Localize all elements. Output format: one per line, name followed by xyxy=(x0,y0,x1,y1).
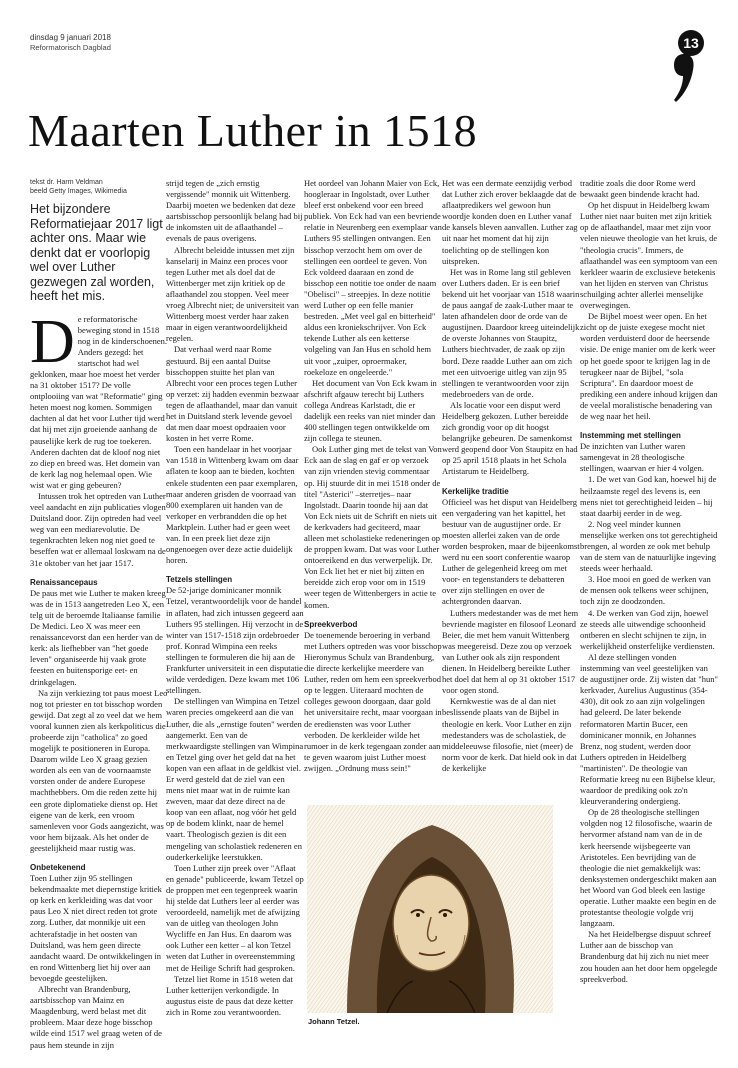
subheading: Kerkelijke traditie xyxy=(442,486,509,496)
paragraph: Ook Luther ging met de tekst van Von Eck aan de slag en gaf er op verzoek van zijn vrienden stevig commentaar op. Hij stuurde dit in mei 1518 onder de titel "Asterici" –sterretjes– naar Ingolstadt. Daarin toonde hij aan dat Von Eck niets uit de Schrift en niets uit de kerkvaders had geciteerd, maar alleen met scholastieke redeneringen op de proppen kwam. Dat was voor Luther ontoereikend en dus verwerpelijk. Dr. Von Eck liet het er niet bij zitten en bereidde zich erop voor om in 1519 weer tegen de Wittenbergers in actie te komen. xyxy=(304,444,442,610)
page-number-badge: 13 xyxy=(678,30,704,56)
paragraph: Het oordeel van Johann Maier von Eck, hoogleraar in Ingolstadt, over Luther bleef erst onbekend voor een breed publiek. Von Eck had van een bevriende relatie in Neurenberg een exemplaar van Luthers 95 stellingen ontvangen. Een bisschop verzocht hem om over de stellingen een oordeel te geven. Von Eck voldeed daaraan en zond de bisschop een notitie toe onder de naam "Obelisci" – streepjes. In deze notitie werd Luther op een felle manier bestreden. „Met veel gal en bitterheid" aldus een kroniekschrijver. Von Eck tekende Luther als een ketterse volgeling van Jan Hus en schold hem uit voor „zuiper, oproermaker, roekeloze en ongeleerde." xyxy=(304,178,442,377)
paragraph: De Bijbel moest weer open. En het zicht op de juiste exegese mocht niet worden verduisterd door de heersende visie. De enige manier om de kerk weer op het goede spoor te krijgen lag in de terugkeer naar de Bijbel, "sola Scriptura". En daardoor moest de prediking een andere inhoud krijgen dan de veelal moralistische benadering van de weg naar het heil. xyxy=(580,311,718,421)
paragraph: Officieel was het disput van Heidelberg een vergadering van het kapittel, het bestuur van de augustijner orde. Er moesten allerlei zaken van de orde worden besproken, maar de bijeenkomst werd nu een soort conferentie waarop Luther de gelegenheid kreeg om met voor- en tegenstanders te debatteren over zijn stellingen en over de achtergronden daarvan. xyxy=(442,496,580,607)
paragraph: Na zijn verkiezing tot paus moest Leo nog tot priester en tot bisschop worden gewijd. Dat zegt al zo veel dat we hem vooral kunnen zien als kerkpoliticus die probeerde zijn "catholica" zo goed mogelijk te positioneren in Europa. Daarom wilde Leo X graag gezien worden als een van de voornaamste vorsten onder de andere Europese machthebbers. Om die reden zette hij een grote diplomatieke dienst op. Het eigene van de kerk, een vroom samenleven voor Gods aangezicht, was voor hem bijzaak. Als het onder de geestelijkheid maar rustig was. xyxy=(30,687,168,853)
paragraph: Na het Heidelbergse dispuut schreef Luther aan de bisschop van Brandenburg dat hij zich nu niet meer zou houden aan het door hem opgelegde spreekverbod. xyxy=(580,929,718,984)
paragraph: De inzichten van Luther waren samengevat in 28 theologische stellingen, waarvan er hier 4 volgen. xyxy=(580,441,704,474)
author-credit: tekst dr. Harm Veldman xyxy=(30,179,103,186)
image-credit: beeld Getty Images, Wikimedia xyxy=(30,188,127,195)
column-3 xyxy=(304,178,442,774)
paragraph: traditie zoals die door Rome werd bewaakt geen bindende kracht had. xyxy=(580,178,700,200)
issue-date: dinsdag 9 januari 2018 xyxy=(30,33,111,42)
paragraph: De 52-jarige dominicaner monnik Tetzel, verantwoordelijk voor de handel in aflaten, had zich intussen gegeerd aan Luthers 95 stellingen. Hij verzocht in de winter van 1517-1518 zijn ordebroeder prof. Konrad Wimpina een reeks stellingen te formuleren die hij aan de Frankfurter universiteit in een disputatie wilde verdedigen. Deze kwam met 106 stellingen. xyxy=(166,585,304,696)
subheading: Renaissancepaus xyxy=(30,577,98,587)
column-5 xyxy=(580,178,718,985)
paragraph: 1. De wet van God kan, hoewel hij de heilzaamste regel des levens is, een mens niet tot gerechtigheid leiden – hij staat daarbij eerder in de weg. xyxy=(580,474,717,518)
subheading: Onbetekenend xyxy=(30,863,86,872)
column-1 xyxy=(30,178,168,1051)
paragraph: 4. De werken van God zijn, hoewel ze steeds alle uitwendige schoonheid ontberen en slecht schijnen te zijn, in werkelijkheid onsterfelijke verdiensten. xyxy=(580,607,715,651)
paragraph: Intussen trok het optreden van Luther veel aandacht en zijn publicaties vlogen Duitsland door. Zijn optreden had veel weg van een mediarevolutie. De tegenkrachten leken nog niet goed te beseffen wat er allemaal loskwam na de 31e oktober van het jaar 1517. xyxy=(30,491,166,568)
paragraph: 2. Nog veel minder kunnen menselijke werken ons tot gerechtigheid brengen, al worden ze ook met behulp van de stem van de natuurlijke ingeving steeds weer herhaald. xyxy=(580,518,718,574)
paragraph: Toen Luther zijn 95 stellingen bekendmaakte met diepernstige kritiek op kerk en kerkleiding was dat voor paus Leo X niet direct reden tot grote zorg. Luther, dat monnikje uit een achterafstadje in het oosten van Duitsland, was hem geen directe aandacht waard. De ontwikkelingen in en rond Wittenberg liet hij over aan bevoegde geestelijken. xyxy=(30,873,162,983)
paragraph: e reformatorische beweging stond in 1518 nog in de kinderschoenen. Anders gezegd: het startschot had wel geklonken, maar hoe moest het verder na 31 oktober 1517? De volle ontplooiing van wat "Reformatie" ging heten moest nog komen. Sommigen dachten al dat het voor Luther tijd werd dat hij met zijn groeiende aanhang de pauselijke kerk de rug toe toekeren. Anderen dachten dat de kloof nog niet zo diep en breed was. Het domein van de kerk lag nog helemaal open. Wie wist wat er ging gebeuren? xyxy=(30,313,168,490)
subheading: Instemming met stellingen xyxy=(580,431,681,441)
column-4 xyxy=(442,178,580,774)
paragraph: Dat verhaal werd naar Rome gestuurd. Bij een aantal Duitse bisschoppen stuitte het plan van Albrecht voor een proces tegen Luther op verzet: zij hadden evenmin bezwaar tegen de aflaathandel, maar dan vanuit het in Duitsland sterk levende gevoel dat men daar moest opdraaien voor kosten in het verre Rome. xyxy=(166,344,299,444)
paragraph: Kernkwestie was de al dan niet beslissende plaats van de Bijbel in theologie en kerk. Voor Luther en zijn medestanders was de scholastiek, de middeleeuwse filosofie, niet (meer) de norm voor de kerk. Dat hield ook in dat de kerkelijke xyxy=(442,696,577,773)
paragraph: De toenemende beroering in verband met Luthers optreden was voor bisschop Hieronymus Schulz van Brandenburg, die directe kerkelijke meerdere van Luther, reden om hem een spreekverbod op te leggen. Uiteraard mochten de colleges gewoon doorgaan, daar gold het universitaire recht, maar voorgaan in de erediensten was voor Luther verboden. De kerkleider wilde het rumoer in de kerk tegengaan zonder aan te geven waarom juist Luther moest zwijgen. „Ordnung muss sein!" xyxy=(304,629,442,773)
paragraph: Het document van Von Eck kwam in afschrift afgauw terecht bij Luthers collega Andreas Karlstadt, die er dadelijk een reeks van niet minder dan 400 stellingen tegen ontwikkelde om zijn collega te steunen. xyxy=(304,377,437,444)
paragraph: De stellingen van Wimpina en Tetzel waren precies omgekeerd aan die van Luther, die als „ernstige fouten" werden aangemerkt. Een van de merkwaardigste stellingen van Wimpina en Tetzel ging over het geld dat na het kopen van een aflaat in de geldkist viel. Er werd gesteld dat de ziel van een mens niet maar wat in de ruimte kan zweven, maar dat deze direct na de koop van een aflaat, nog vóór het geld op de bodem klinkt, naar de hemel vaart. Theologisch gezien is dit een mengeling van scholastiek redeneren en ouderkerkelijke leerstukken. xyxy=(166,696,304,862)
paragraph: strijd tegen de „zich ernstig vergissende" monnik uit Wittenberg. Daarbij moeten we bedenken dat deze aartsbisschop persoonlijk belang had bij de inkomsten uit de aflaathandel – evenals de paus overigens. xyxy=(166,178,303,244)
paragraph: Albrecht beleidde intussen met zijn kanselarij in Mainz een proces voor tegen Luther met als doel dat de Wittenberger met zijn kritiek op de aflaathandel zou stoppen. Veel meer vroeg Albrecht niet; de universiteit van Wittenberg moest verder haar zaken maar in eigen verantwoordelijkheid regelen. xyxy=(166,244,299,344)
paragraph: Toen Luther zijn preek over "Aflaat en genade" publiceerde, kwam Tetzel op de proppen met een tegenpreek waarin hij stelde dat Luthers leer al eerder was veroordeeld, namelijk met de afwijzing van de uitleg van theologen John Wycliffe en Jan Hus. En daarom was ook Luther een ketter – al kon Tetzel weten dat Luther in overeenstemming met de Heilige Schrift had gesproken. xyxy=(166,862,304,973)
paragraph: Op de 28 theologische stellingen volgden nog 12 filosofische, waarin de hervormer afstand nam van de in de kerk heersende wijsbegeerte van Aristoteles. Een bevrijding van de theologie die niet gemakkelijk was: denksystemen ondergeschikt maken aan het Woord van God bleek een lastige operatie. Luther maakte een begin en de protestantse theologie volgde vrij langzaam. xyxy=(580,807,717,929)
intro-text: Het bijzondere Reformatiejaar 2017 ligt achter ons. Maar wie denkt dat er voorlopig wel over Luther gezwegen zal worden, heeft het mis. xyxy=(30,202,163,303)
paragraph: Tetzel liet Rome in 1518 weten dat Luther ketterijen verkondigde. In augustus eiste de paus dat deze ketter zich in Rome zou verantwoorden. xyxy=(166,973,293,1017)
paragraph: Toen een handelaar in het voorjaar van 1518 in Wittenberg kwam om daar aflaten te koop aan te bieden, kochten enkele studenten een paar exemplaren, maar anderen grisden de voorraad van 800 exemplaren uit handen van de verkoper en verbrandden die op het Marktplein. Luther had er geen weet van. In een preek liet deze zijn ongenoegen over deze actie duidelijk horen. xyxy=(166,444,299,566)
paragraph: 3. Hoe mooi en goed de werken van de mensen ook telkens weer schijnen, toch zijn ze doodzonden. xyxy=(580,574,711,607)
image-caption: Johann Tetzel. xyxy=(308,1017,360,1026)
paragraph: Al deze stellingen vonden instemming van veel geestelijken van de augustijner orde. Zij wisten dat "hun" kerkvader, Aurelius Augustinus (354-430), dit ook zo aan zijn volgelingen had geleerd. De later bekende reformatoren Martin Bucer, een dominicaner monnik, en Johannes Brenz, nog student, werden door Luthers optreden in Heidelberg "martinisten". De theologie van Reformatie kreeg nu een Bijbelse kleur, waardoor de prediking ook zo'n kleurverandering ondergieng. xyxy=(580,651,718,807)
paragraph: De paus met wie Luther te maken kreeg was de in 1513 aangetreden Leo X, een telg uit de beroemde Italiaanse familie De Medici. Leo X was meer een renaissancevorst dan een herder van de kerk: als liefhebber van "het goede leven" organiseerde hij vaak grote feesten en buitensporige eet- en drinkgelagen. xyxy=(30,587,166,687)
paragraph: Albrecht van Brandenburg, aartsbisschop van Mainz en Maagdenburg, werd belast met dit probleem. Maar deze hoge bisschop wilde eind 1517 wel graag weten of de paus hem steunde in zijn xyxy=(30,984,162,1050)
newspaper-name: Reformatorisch Dagblad xyxy=(30,43,111,52)
paragraph: Luthers medestander was de met hem bevriende magister en filosoof Leonard Beier, die met hem vanuit Wittenberg was meegereisd. Deze zou op verzoek van Luther ook als zijn respondent dienen. In Heidelberg bereikte Luther het doel dat hem al op 31 oktober 1517 voor ogen stond. xyxy=(442,607,579,696)
subheading: Tetzels stellingen xyxy=(166,575,233,585)
comma-logo-icon xyxy=(672,52,696,108)
tetzel-portrait-icon xyxy=(307,805,553,1013)
paragraph: Het was in Rome lang stil gebleven over Luthers daden. Er is een brief bekend uit het voorjaar van 1518 waarin de paus aangaf de zaak-Luther maar te laten afhandelen door de orde van de augustijnen. Daardoor kreeg uiteindelijk de overste Johannes von Staupitz, Luthers biechtvader, de zaak op zijn bord. Deze raadde Luther aan om zich met een uitvoerige uitleg van zijn 95 stellingen te verantwoorden voor zijn medebroeders van de orde. xyxy=(442,266,580,399)
paragraph: Het was een dermate eenzijdig verbod dat Luther zich erover beklaagde dat de aflaatpredikers wel gewoon hun woordje konden doen en Luther vanaf de kansels bleven aanvallen. Luther zag uit naar het moment dat hij zijn toelichting op de stellingen kon uitspreken. xyxy=(442,178,578,266)
drop-cap: D xyxy=(30,307,75,376)
headline: Maarten Luther in 1518 xyxy=(28,105,478,156)
paragraph: Op het dispuut in Heidelberg kwam Luther niet naar buiten met zijn kritiek op de aflaathandel, maar met zijn voor velen nieuwe theologie van het kruis, de "theologia crucis". Immers, de aflaathandel was een symptoom van een kerkleer waarin de exclusieve betekenis van het lijden en sterven van Christus schuilging achter allerlei menselijke overwegingen. xyxy=(580,200,718,311)
paragraph: Als locatie voor een disput werd Heidelberg gekozen. Luther bereidde zich grondig voor op dit hoogst belangrijke gebeuren. De samenkomst werd geopend door Von Staupitz en had op 25 april 1518 plaats in het Schola Artistarum te Heidelberg. xyxy=(442,399,578,477)
column-2 xyxy=(166,178,304,1018)
subheading: Spreekverbod xyxy=(304,619,358,629)
